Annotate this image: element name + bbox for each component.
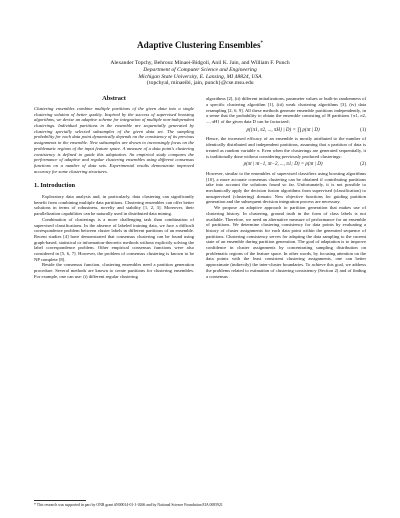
university: Michigan State University, E. Lansing, MI 48824, USA xyxy=(138,73,262,80)
equation-2-formula: p(πt | πt−1, πt−2, ..., π1; D) = p(πt | D) xyxy=(243,162,323,168)
body-paragraph-2: Hence, the increased efficacy of an ensemble is mostly attributed to the number of identically distributed and independent partitions, assuming that a partition of data is treated as random variable π. Even when the clusterings are generated sequentially, it is traditionally done without considering previously produced clusterings: xyxy=(206,136,366,159)
department: Department of Computer Science and Engineering xyxy=(143,66,257,73)
footnote-rule xyxy=(34,500,86,501)
author-emails: {topchyal, minaeibi, jain, punch}@cse.msu.edu xyxy=(146,80,254,87)
introduction-heading: 1. Introduction xyxy=(34,182,76,190)
footnote-text: * This research was supported in part by ONR grant #N00014-01-1-0266 and by National Science Foundation EIA 0085921 xyxy=(34,503,223,508)
intro-paragraph-3: Beside the consensus function, clustering ensembles need a partition generation procedure. Several methods are known to create partitions for clustering ensembles. For example, one can use: (i) different regular clustering xyxy=(34,262,194,279)
right-column xyxy=(206,96,366,279)
abstract-heading: Abstract xyxy=(102,95,126,103)
equation-2-number: (2) xyxy=(360,162,366,168)
left-column xyxy=(34,96,194,279)
body-paragraph-3: However, similar to the ensembles of supervised classifiers using boosting algorithms [10], a more accurate consensus clustering can be obtained if contributing partitions take into account the solutions found so far. Unfortunately, it is not possible to mechanically apply the decision fusion algorithms from supervised (classification) to unsupervised (clustering) domain. New objective functions for guiding partition generation and the subsequent decision integration process are necessary. xyxy=(206,170,366,205)
author-list: Alexander Topchy, Behrouz Minaei-Bidgoli, Anil K. Jain, and William F. Punch xyxy=(110,60,290,66)
intro-paragraph-1: Exploratory data analysis and, in particularly, data clustering can significantly benefit from combining multiple data partitions. Clustering ensembles can offer better solutions in terms of robustness, novelty and stability [1, 2, 3]. Moreover, their parallelization capabilities can be naturally used in distributed data mining. xyxy=(34,194,194,217)
title-text: Adaptive Clustering Ensembles xyxy=(136,40,261,50)
equation-1-number: (1) xyxy=(360,127,366,133)
intro-paragraph-2: Combination of clusterings is a more challenging task than combination of supervised classifications. In the absence of labeled training data, we face a difficult correspondence problem between cluster labels in different partitions of an ensemble. Recent studies [4] have demonstrated that consensus clustering can be found using graph-based, statistical or information-theoretic methods without explicitly solving the label correspondence problem. Other empirical consensus functions were also considered in [5, 6, 7]. However, the problem of consensus clustering is known to be NP complete [8]. xyxy=(34,216,194,262)
abstract-text: Clustering ensembles combine multiple partitions of the given data into a single clustering solution of better quality. Inspired by the success of supervised boosting algorithms, we devise an adaptive scheme for integration of multiple non-independent clusterings. Individual partitions in the ensemble are sequentially generated by clustering specially selected subsamples of the given data set. The sampling probability for each data point dynamically depends on the consistency of its previous assignments in the ensemble. New subsamples are drawn to increasingly focus on the problematic regions of the input feature space. A measure of a data point's clustering consistency is defined to guide this adaptation. An empirical study compares the performance of adaptive and regular clustering ensembles using different consensus functions on a number of data sets. Experimental results demonstrate improved accuracy for some clustering structures. xyxy=(34,105,194,174)
equation-1-formula: p({π1, π2, ..., πH} | D) = ∏ p(πt | D) xyxy=(246,127,320,133)
title-footnote-mark: * xyxy=(260,40,264,46)
body-paragraph-4: We propose an adaptive approach to partition generation that makes use of clustering history. In clustering, ground truth in the form of class labels is not available. Therefore, we need an alternative measure of performance for an ensemble of partitions. We determine clustering consistency for data points by evaluating a history of cluster assignments for each data point within the generated sequence of partitions. Clustering consistency serves for adapting the data sampling to the current state of an ensemble during partition generation. The goal of adaptation is to improve confidence in cluster assignments by concentrating sampling distribution on problematic regions of the feature space. In other words, by focusing attention on the data points with the least consistent clustering assignments, one can better approximate (indirectly) the inter-cluster boundaries. To achieve this goal, we address the problems related to estimation of clustering consistency (Section 2) and of finding a consensus xyxy=(206,205,366,279)
equation-1 xyxy=(206,128,366,134)
footnote xyxy=(34,500,366,508)
equation-2 xyxy=(206,162,366,168)
paper-title xyxy=(34,40,366,50)
two-column-body xyxy=(34,96,366,279)
body-paragraph-1: algorithms [2], (ii) different initializations, parameter values or built-in randomness of a specific clustering algorithm [1], (iii) weak clustering algorithms [3], (iv) data resampling [2, 6, 9]. All these methods generate ensemble partitions independently, in a sense that the probability to obtain the ensemble consisting of H partitions {π1, π2, ..., πH} of the given data D can be factorized: xyxy=(206,96,366,124)
